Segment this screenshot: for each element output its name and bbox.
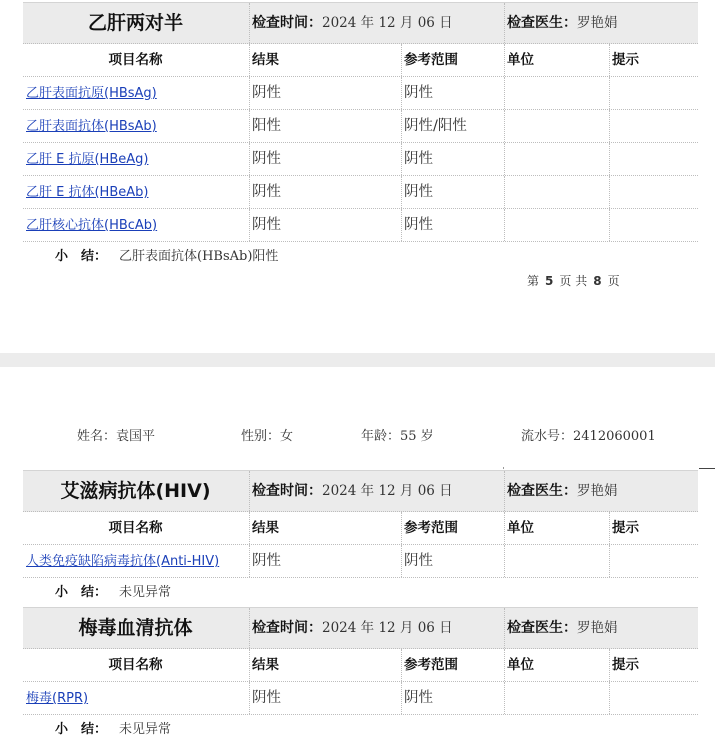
result-cell: 阳性	[249, 110, 403, 142]
result-cell: 阴性	[249, 682, 403, 714]
section-header	[23, 607, 698, 649]
exam-doctor-label: 检查医生：	[507, 620, 577, 636]
unit-cell	[504, 176, 611, 208]
item-link-hbeag[interactable]: 乙肝 E 抗原(HBeAg)	[26, 152, 149, 167]
pager-total: 8	[593, 274, 602, 288]
col-hint: 提示	[609, 512, 699, 544]
exam-time	[249, 608, 453, 648]
hint-cell	[609, 545, 699, 577]
table-row	[23, 110, 698, 143]
result-cell: 阴性	[249, 143, 403, 175]
column-header-row	[23, 44, 698, 77]
col-hint: 提示	[609, 44, 699, 76]
patient-name: 姓名：袁国平	[77, 429, 156, 444]
item-name-cell	[23, 143, 248, 175]
col-item-name: 项目名称	[108, 657, 163, 673]
col-reference: 参考范围	[401, 649, 506, 681]
exam-time-value: 2024 年 12 月 06 日	[322, 620, 453, 636]
exam-time	[249, 471, 453, 511]
hint-cell	[609, 143, 699, 175]
section-title: 乙肝两对半	[87, 12, 183, 34]
section-summary	[23, 242, 698, 272]
column-header-row	[23, 649, 698, 682]
exam-doctor-label: 检查医生：	[507, 15, 577, 31]
section-title: 艾滋病抗体(HIV)	[60, 480, 211, 502]
reference-cell: 阴性	[401, 176, 506, 208]
item-link-hbcab[interactable]: 乙肝核心抗体(HBcAb)	[26, 218, 158, 233]
item-link-hbsab[interactable]: 乙肝表面抗体(HBsAb)	[26, 119, 157, 134]
table-row	[23, 77, 698, 110]
report-page-5	[0, 0, 715, 353]
col-result: 结果	[249, 512, 403, 544]
section-header	[23, 470, 698, 512]
table-row	[23, 209, 698, 242]
col-reference: 参考范围	[401, 512, 506, 544]
hint-cell	[609, 176, 699, 208]
hint-cell	[609, 110, 699, 142]
pager-current: 5	[545, 274, 554, 288]
item-link-rpr[interactable]: 梅毒(RPR)	[26, 691, 89, 706]
result-cell: 阴性	[249, 176, 403, 208]
col-hint: 提示	[609, 649, 699, 681]
item-link-hbsag[interactable]: 乙肝表面抗原(HBsAg)	[26, 86, 157, 101]
exam-time-value: 2024 年 12 月 06 日	[322, 483, 453, 499]
exam-doctor-value: 罗艳娟	[577, 15, 618, 31]
patient-age: 年龄：55 岁	[361, 429, 434, 444]
reference-cell: 阴性	[401, 545, 506, 577]
result-cell: 阴性	[249, 77, 403, 109]
section-hiv	[23, 470, 698, 608]
divider	[699, 468, 715, 469]
item-name-cell	[23, 176, 248, 208]
table-row	[23, 176, 698, 209]
table-row	[23, 143, 698, 176]
summary-label: 小 结：	[55, 722, 108, 737]
summary-text: 未见异常	[119, 722, 172, 737]
section-summary	[23, 715, 698, 745]
reference-cell: 阴性/阳性	[401, 110, 506, 142]
exam-doctor-value: 罗艳娟	[577, 620, 618, 636]
pager-suffix: 页	[607, 274, 620, 288]
result-cell: 阴性	[249, 209, 403, 241]
exam-time-label: 检查时间：	[252, 15, 322, 31]
item-name-cell	[23, 77, 248, 109]
summary-label: 小 结：	[55, 585, 108, 600]
exam-doctor	[504, 3, 618, 43]
section-title: 梅毒血清抗体	[78, 617, 193, 639]
unit-cell	[504, 110, 611, 142]
exam-time-label: 检查时间：	[252, 483, 322, 499]
exam-time-label: 检查时间：	[252, 620, 322, 636]
section-syphilis	[23, 607, 698, 745]
table-row	[23, 545, 698, 578]
report-page-6	[0, 367, 715, 743]
unit-cell	[504, 209, 611, 241]
item-link-anti-hiv[interactable]: 人类免疫缺陷病毒抗体(Anti-HIV)	[26, 554, 220, 569]
reference-cell: 阴性	[401, 209, 506, 241]
serial-number: 流水号：2412060001	[521, 429, 656, 444]
exam-doctor-value: 罗艳娟	[577, 483, 618, 499]
item-link-hbeab[interactable]: 乙肝 E 抗体(HBeAb)	[26, 185, 149, 200]
col-item-name: 项目名称	[108, 520, 163, 536]
exam-doctor-label: 检查医生：	[507, 483, 577, 499]
item-name-cell	[23, 682, 248, 714]
item-name-cell	[23, 110, 248, 142]
col-unit: 单位	[504, 649, 611, 681]
summary-text: 未见异常	[119, 585, 172, 600]
unit-cell	[504, 143, 611, 175]
col-item-name: 项目名称	[108, 52, 163, 68]
exam-time	[249, 3, 453, 43]
table-row	[23, 682, 698, 715]
unit-cell	[504, 545, 611, 577]
col-unit: 单位	[504, 44, 611, 76]
section-hepatitis-b	[23, 2, 698, 272]
column-header-row	[23, 512, 698, 545]
section-summary	[23, 578, 698, 608]
patient-gender: 性别：女	[241, 429, 294, 444]
reference-cell: 阴性	[401, 77, 506, 109]
col-result: 结果	[249, 649, 403, 681]
page-indicator	[527, 272, 620, 289]
pager-prefix: 第	[527, 274, 540, 288]
hint-cell	[609, 209, 699, 241]
section-header	[23, 2, 698, 44]
reference-cell: 阴性	[401, 682, 506, 714]
item-name-cell	[23, 545, 248, 577]
exam-doctor	[504, 471, 618, 511]
result-cell: 阴性	[249, 545, 403, 577]
summary-label: 小 结：	[55, 249, 108, 264]
col-result: 结果	[249, 44, 403, 76]
unit-cell	[504, 77, 611, 109]
col-unit: 单位	[504, 512, 611, 544]
summary-text: 乙肝表面抗体(HBsAb)阳性	[119, 249, 279, 264]
unit-cell	[504, 682, 611, 714]
hint-cell	[609, 77, 699, 109]
page-separator	[0, 353, 715, 367]
exam-time-value: 2024 年 12 月 06 日	[322, 15, 453, 31]
hint-cell	[609, 682, 699, 714]
reference-cell: 阴性	[401, 143, 506, 175]
item-name-cell	[23, 209, 248, 241]
col-reference: 参考范围	[401, 44, 506, 76]
pager-mid: 页 共	[559, 274, 588, 288]
exam-doctor	[504, 608, 618, 648]
